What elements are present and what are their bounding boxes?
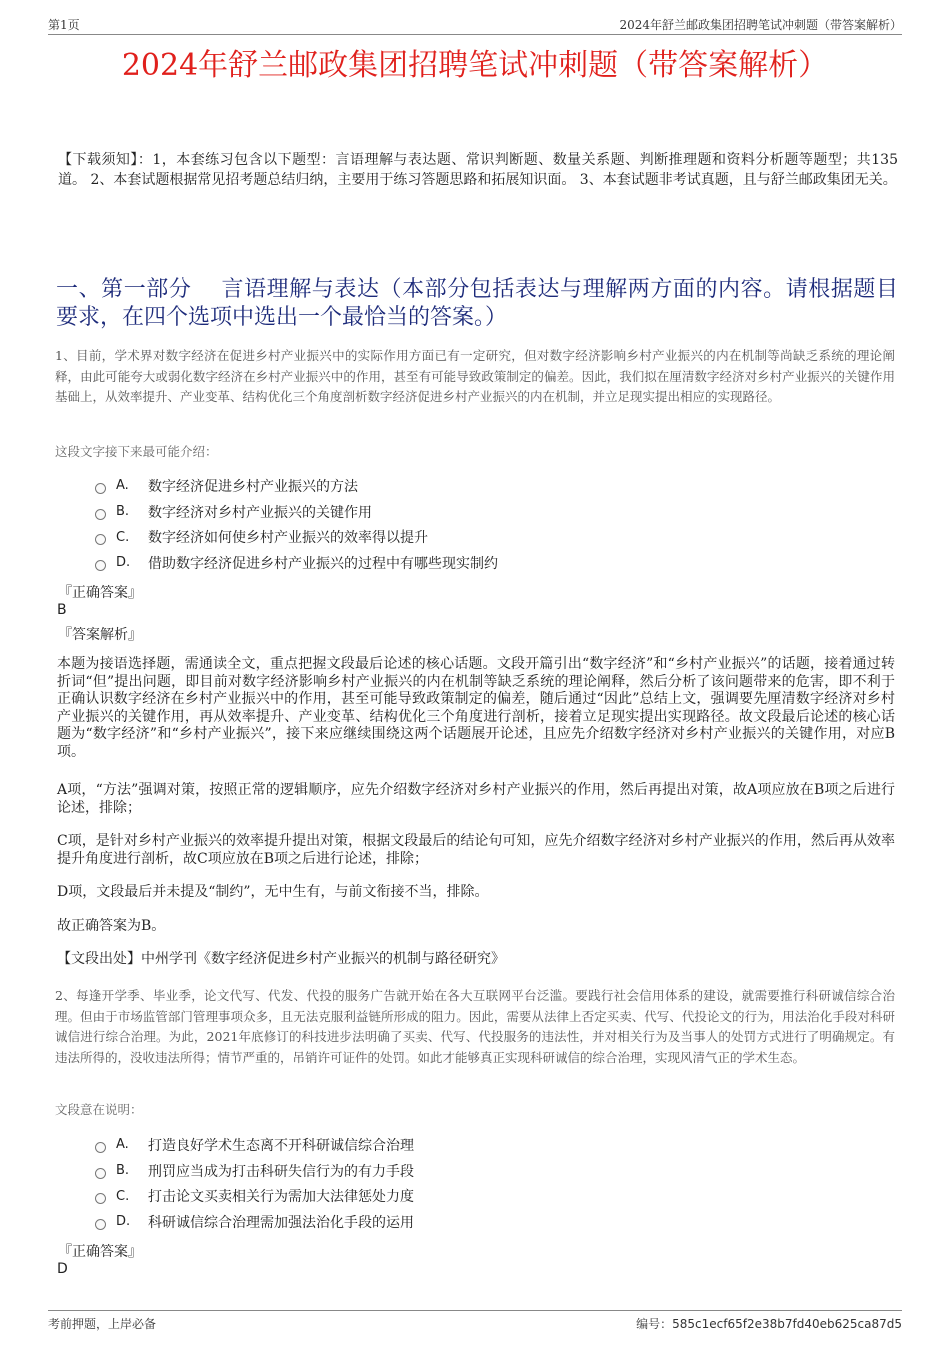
radio-icon[interactable] bbox=[95, 1168, 106, 1179]
option-a[interactable]: A. 数字经济促进乡村产业振兴的方法 bbox=[95, 473, 498, 499]
option-d[interactable]: D. 科研诚信综合治理需加强法治化手段的运用 bbox=[95, 1209, 414, 1235]
answer-label: 『正确答案』 bbox=[58, 585, 142, 601]
answer-label: 『正确答案』 bbox=[58, 1244, 142, 1260]
radio-icon[interactable] bbox=[95, 560, 106, 571]
page-footer bbox=[48, 1310, 902, 1337]
option-c[interactable]: C. 数字经济如何使乡村产业振兴的效率得以提升 bbox=[95, 524, 498, 550]
page-number: 第1页 bbox=[48, 18, 80, 32]
question-1-prompt: 这段文字接下来最可能介绍： bbox=[55, 444, 218, 459]
page-header bbox=[48, 14, 902, 35]
radio-icon[interactable] bbox=[95, 534, 106, 545]
analysis-label: 『答案解析』 bbox=[58, 627, 142, 643]
option-b[interactable]: B. 数字经济对乡村产业振兴的关键作用 bbox=[95, 499, 498, 525]
question-2-text: 2、每逢开学季、毕业季，论文代写、代发、代投的服务广告就开始在各大互联网平台泛滥。要践行社会信用体系的建设，就需要推行科研诚信综合治理。但由于市场监管部门管理事项众多，且无法克服利益链所形成的阻力。因此，需要从法律上否定买卖、代写、代投论文的行为，用法治化手段对科研诚信进行综合治理。为此，2021年底修订的科技进步法明确了买卖、代写、代投服务的违法性，并对相关行为及当事人的处罚方式进行了明确规定。有违法所得的，没收违法所得；情节严重的，吊销许可证件的处罚。如此才能够真正实现科研诚信的综合治理，实现风清气正的学术生态。 bbox=[55, 988, 895, 1065]
radio-icon[interactable] bbox=[95, 1193, 106, 1204]
analysis-paragraph: A项，“方法”强调对策，按照正常的逻辑顺序，应先介绍数字经济对乡村产业振兴的作用，然后再提出对策，故A项应放在B项之后进行论述，排除； bbox=[57, 782, 895, 816]
option-b[interactable]: B. 刑罚应当成为打击科研失信行为的有力手段 bbox=[95, 1158, 414, 1184]
section-title: 一、第一部分 言语理解与表达（本部分包括表达与理解两方面的内容。请根据题目要求，在四个选项中选出一个最恰当的答案。） bbox=[56, 277, 898, 330]
question-2-prompt: 文段意在说明： bbox=[55, 1102, 143, 1117]
analysis-conclusion: 故正确答案为B。 bbox=[57, 918, 166, 934]
document-code: 编号：585c1ecf65f2e38b7fd40eb625ca87d5 bbox=[636, 1317, 902, 1331]
option-a[interactable]: A. 打造良好学术生态离不开科研诚信综合治理 bbox=[95, 1132, 414, 1158]
option-c[interactable]: C. 打击论文买卖相关行为需加大法律惩处力度 bbox=[95, 1183, 414, 1209]
download-notice: 【下载须知】：1，本套练习包含以下题型：言语理解与表达题、常识判断题、数量关系题、判断推理题和资料分析题等题型；共135道。 2、本套试题根据常见招考题总结归纳，主要用于练习答题思路和拓展知识面。 3、本套试题非考试真题，且与舒兰邮政集团无关。 bbox=[58, 152, 898, 188]
radio-icon[interactable] bbox=[95, 1142, 106, 1153]
analysis-paragraph: D项，文段最后并未提及“制约”，无中生有，与前文衔接不当，排除。 bbox=[57, 884, 489, 900]
radio-icon[interactable] bbox=[95, 483, 106, 494]
radio-icon[interactable] bbox=[95, 1219, 106, 1230]
source-citation: 【文段出处】中州学刊《数字经济促进乡村产业振兴的机制与路径研究》 bbox=[57, 951, 505, 967]
option-d[interactable]: D. 借助数字经济促进乡村产业振兴的过程中有哪些现实制约 bbox=[95, 550, 498, 576]
question-1-text: 1、目前，学术界对数字经济在促进乡村产业振兴中的实际作用方面已有一定研究，但对数字经济影响乡村产业振兴的内在机制等尚缺乏系统的理论阐释，由此可能夸大或弱化数字经济在乡村产业振兴中的作用，甚至有可能导致政策制定的偏差。因此，我们拟在厘清数字经济对乡村产业振兴的关键作用基础上，从效率提升、产业变革、结构优化三个角度剖析数字经济促进乡村产业振兴的内在机制，并立足现实提出相应的实现路径。 bbox=[55, 348, 895, 404]
question-1-options bbox=[95, 473, 498, 576]
radio-icon[interactable] bbox=[95, 509, 106, 520]
analysis-paragraph: C项，是针对乡村产业振兴的效率提升提出对策，根据文段最后的结论句可知，应先介绍数字经济对乡村产业振兴的作用，然后再从效率提升角度进行剖析，故C项应放在B项之后进行论述，排除； bbox=[57, 833, 895, 867]
header-doc-title: 2024年舒兰邮政集团招聘笔试冲刺题（带答案解析） bbox=[619, 18, 902, 32]
answer-value: D bbox=[57, 1261, 68, 1277]
question-2-options bbox=[95, 1132, 414, 1235]
analysis-paragraph: 本题为接语选择题，需通读全文，重点把握文段最后论述的核心话题。文段开篇引出“数字经济”和“乡村产业振兴”的话题，接着通过转折词“但”提出问题，即目前对数字经济影响乡村产业振兴的内在机制等缺乏系统的理论阐释，然后分析了该问题带来的危害，即不利于正确认识数字经济在乡村产业振兴中的作用，甚至可能导致政策制定的偏差，随后通过“因此”总结上文，强调要先厘清数字经济对乡村产业振兴的关键作用，再从效率提升、产业变革、结构优化三个角度进行剖析，接着立足现实提出实现路径。故文段最后论述的核心话题为“数字经济”和“乡村产业振兴”，接下来应继续围绕这两个话题展开论述，且应先介绍数字经济对乡村产业振兴的关键作用，对应B项。 bbox=[57, 656, 895, 760]
answer-value: B bbox=[57, 602, 67, 618]
footer-slogan: 考前押题，上岸必备 bbox=[48, 1317, 157, 1331]
page-title: 2024年舒兰邮政集团招聘笔试冲刺题（带答案解析） bbox=[121, 48, 829, 83]
